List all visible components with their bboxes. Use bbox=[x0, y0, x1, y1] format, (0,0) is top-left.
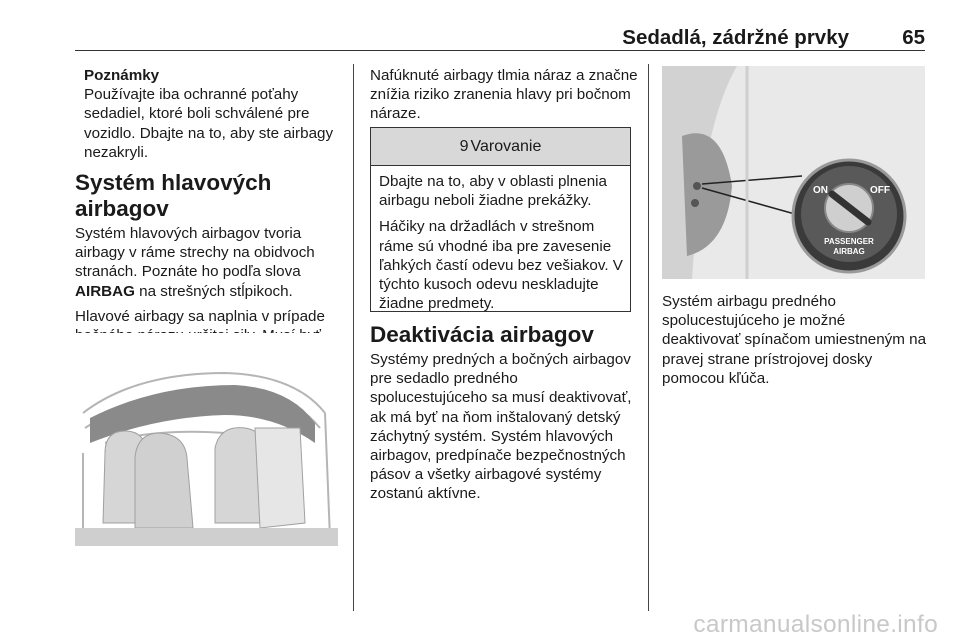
column-1 bbox=[75, 66, 347, 364]
switch-paragraph: Systém airbagu predného spolucestujúceho je možné deaktivovať spínačom umiestneným na pravej strane prístrojovej dosky pomocou kľúča. bbox=[662, 293, 927, 387]
column-2-lower bbox=[370, 322, 638, 504]
note-text: Používajte iba ochranné poťahy sedadiel, ktoré boli schválené pre vozidlo. Dbajte na to, aby ste airbagy nezakryli. bbox=[84, 86, 334, 161]
column-3 bbox=[662, 292, 927, 388]
column-divider-1 bbox=[353, 64, 354, 611]
airbag-word: AIRBAG bbox=[75, 282, 135, 300]
watermark: carmanualsonline.info bbox=[693, 611, 938, 638]
warning-body bbox=[371, 166, 630, 313]
switch-airbag-label: AIRBAG bbox=[833, 247, 865, 256]
warning-paragraph-2: Háčiky na držadlách v strešnom ráme sú vhodné iba pre zavesenie ľahkých častí odevu bez vešiakov. V týchto kusoch odevu neskladujte žiadne predmety. bbox=[379, 218, 623, 313]
deactivation-heading: Deaktivácia airbagov bbox=[370, 322, 594, 347]
curtain-airbag-illustration bbox=[75, 333, 338, 546]
column-divider-2 bbox=[648, 64, 649, 611]
para1-pre: Systém hlavových airbagov tvoria airbagy v ráme strechy na obidvoch stranách. Poznáte ho podľa slova bbox=[75, 225, 315, 281]
header-rule bbox=[75, 50, 925, 51]
switch-on-label: ON bbox=[813, 185, 828, 196]
curtain-airbag-paragraph-2: Hlavové airbagy sa naplnia v prípade bbox=[75, 307, 325, 325]
warning-box bbox=[370, 127, 631, 312]
airbag-switch-illustration bbox=[662, 66, 925, 279]
note-title: Poznámky bbox=[84, 67, 160, 84]
deactivation-paragraph: Systémy predných a bočných airbagov pre sedadlo predného spolucestujúceho sa musí deaktivovať, ak má byť na ňom inštalovaný detský záchytný systém. Systém hlavových airbagov, predpínače bezpečnostných pásov a všetky airbagové systémy zostanú aktívne. bbox=[370, 351, 632, 503]
para1-post: na strešných stĺpikoch. bbox=[139, 282, 293, 300]
switch-passenger-label: PASSENGER bbox=[824, 237, 874, 246]
header-title: Sedadlá, zádržné prvky bbox=[622, 26, 849, 49]
warning-title: Varovanie bbox=[470, 137, 542, 155]
warning-icon: 9 bbox=[459, 137, 469, 155]
page-header bbox=[75, 24, 925, 50]
airbag-intro-paragraph: Nafúknuté airbagy tlmia náraz a značne znížia riziko zranenia hlavy pri bočnom náraze. bbox=[370, 67, 638, 123]
warning-header bbox=[371, 128, 630, 166]
curtain-airbag-paragraph-1 bbox=[75, 224, 347, 301]
headlamp-airbag-heading: Systém hlavových airbagov bbox=[75, 170, 272, 222]
warning-paragraph-1: Dbajte na to, aby v oblasti plnenia airbagu neboli žiadne prekážky. bbox=[379, 173, 607, 210]
column-2 bbox=[370, 66, 638, 124]
page-number: 65 bbox=[902, 26, 925, 49]
switch-off-label: OFF bbox=[870, 185, 890, 196]
